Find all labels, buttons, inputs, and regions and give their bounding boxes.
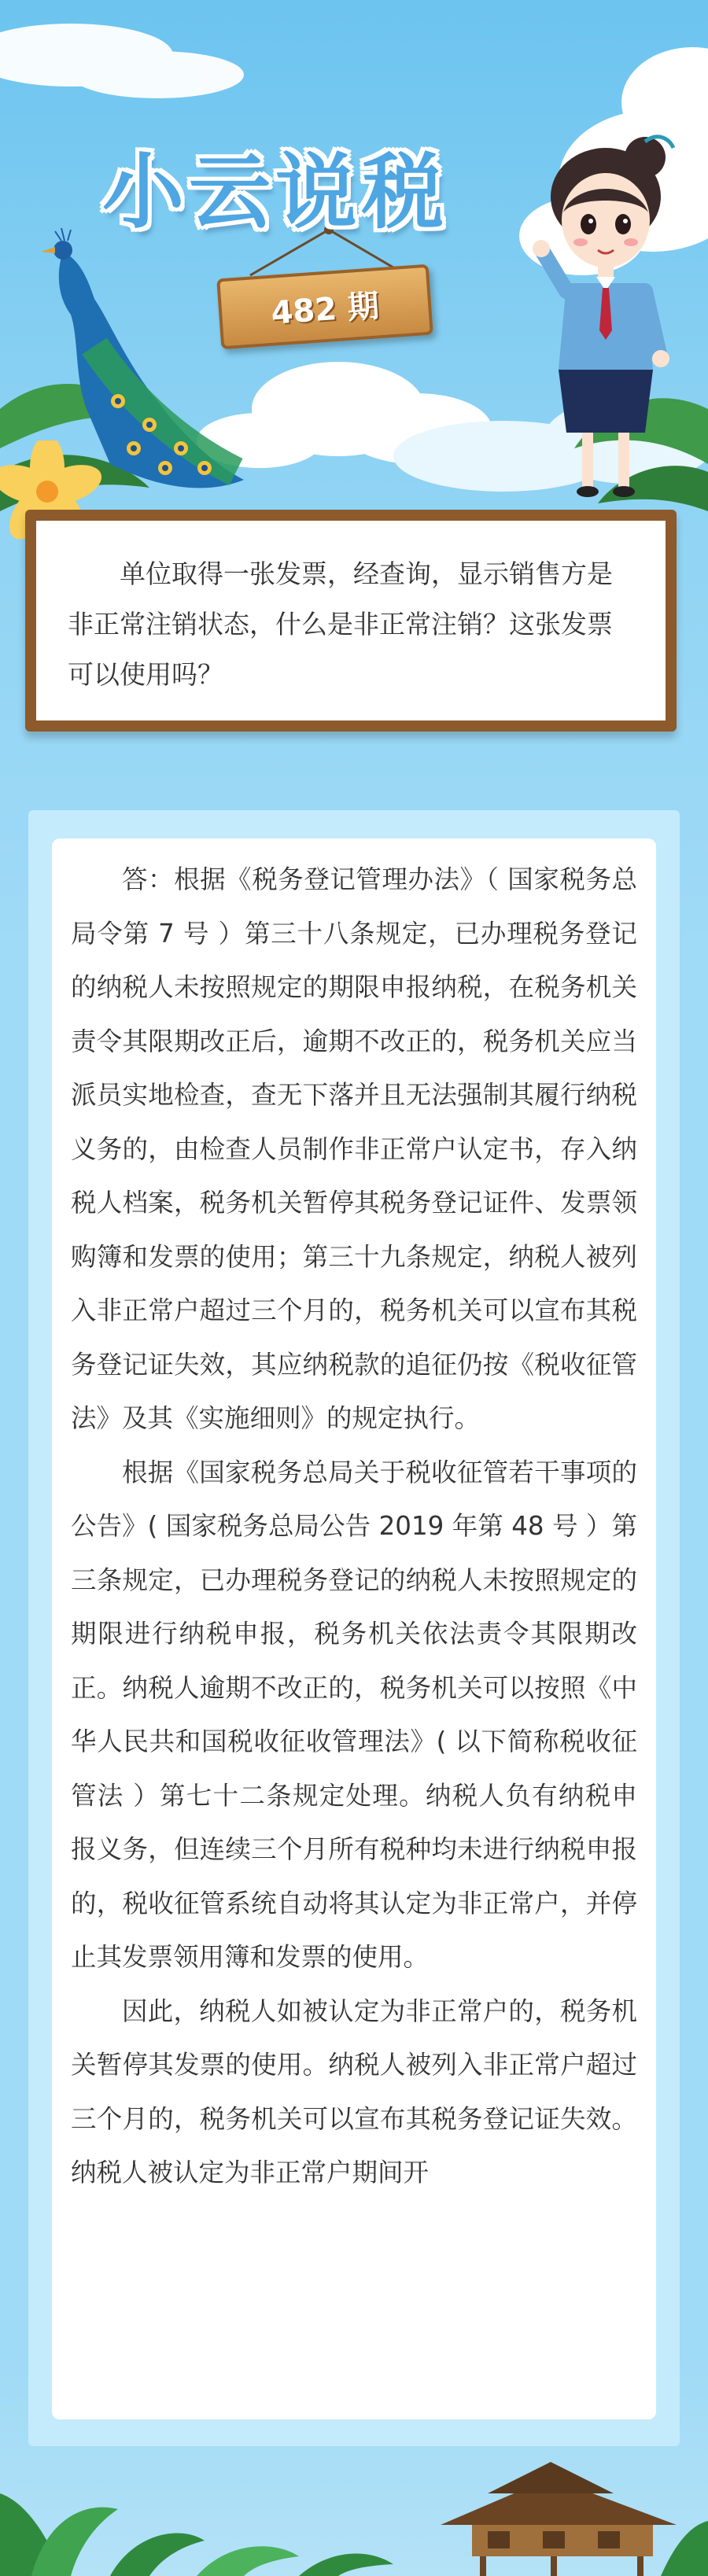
stilt-house-icon [441,2462,677,2576]
bottom-decoration [0,2446,708,2576]
answer-panel [28,810,680,2446]
tax-officer-mascot-icon [527,134,684,503]
issue-number-sign: 482 期 [216,264,433,350]
answer-paragraph: 答：根据《税务登记管理办法》（ 国家税务总局令第 7 号 ）第三十八条规定，已办理税务登记的纳税人未按照规定的期限申报纳税，在税务机关责令其限期改正后，逾期不改正的，税务机关应当派员实地检查，查无下落并且无法强制其履行纳税义务的，由检查人员制作非正常户认定书，存入纳税人档案，税务机关暂停其税务登记证件、发票领购簿和发票的使用；第三十九条规定，纳税人被列入非正常户超过三个月的，税务机关可以宣布其税务登记证失效，其应纳税款的追征仍按《税收征管法》及其《实施细则》的规定执行。 [71,864,637,1433]
cloud-icon [0,24,244,98]
question-panel-body [36,521,666,720]
answer-paragraph: 根据《国家税务总局关于税收征管若干事项的公告》( 国家税务总局公告 2019 年第 48 号 ）第三条规定，已办理税务登记的纳税人未按照规定的期限进行纳税申报，税务机关依法责令其限期改正。纳税人逾期不改正的，税务机关可以按照《中华人民共和国税收征收管理法》( 以下简称税收征管法 ）第七十二条规定处理。纳税人负有纳税申报义务，但连续三个月所有税种均未进行纳税申报的，税收征管系统自动将其认定为非正常户，并停止其发票领用簿和发票的使用。 [71,1457,637,1972]
answer-paragraph: 因此，纳税人如被认定为非正常户的，税务机关暂停其发票的使用。纳税人被列入非正常户超过三个月的，税务机关可以宣布其税务登记证失效。纳税人被认定为非正常户期间开 [71,1996,637,2187]
question-panel [25,510,677,732]
question-text: 单位取得一张发票，经查询，显示销售方是非正常注销状态，什么是非正常注销？这张发票可以使用吗？ [68,558,613,690]
palm-leaf-icon [0,2493,393,2576]
palm-leaf-icon [661,2521,708,2576]
page-title: 小云说税 [102,144,449,240]
answer-card [52,838,656,2419]
